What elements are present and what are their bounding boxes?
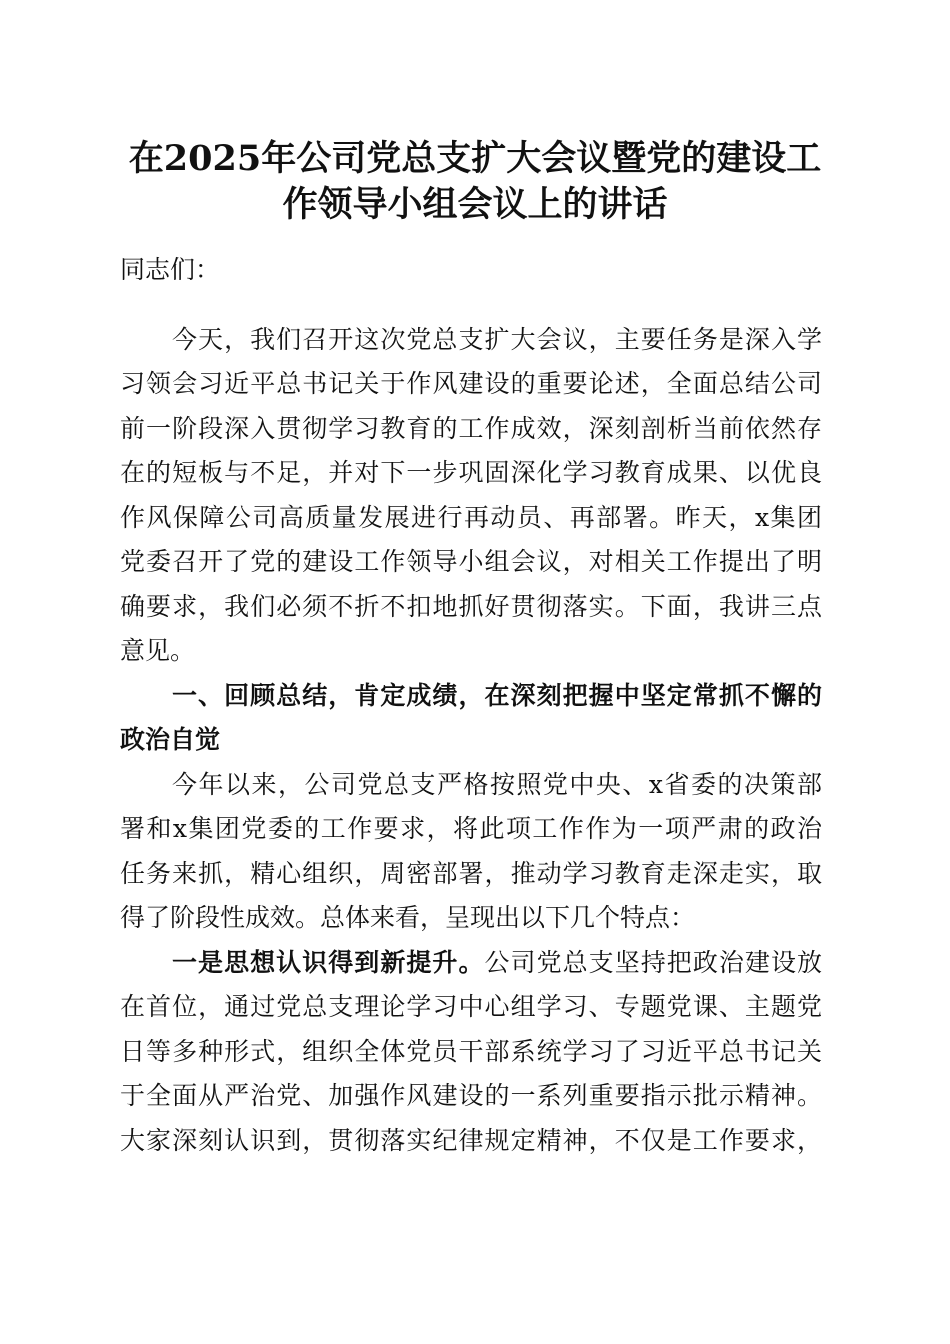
document-body xyxy=(120,248,822,1163)
title-line: 在2025年公司党总支扩大会议暨党的建设工 xyxy=(128,138,822,179)
paragraph-overview xyxy=(120,763,822,941)
text-line: 在的短板与不足，并对下一步巩固深化学习教育成果、以优良 xyxy=(120,458,822,487)
heading-line: 政治自觉 xyxy=(120,725,221,754)
text-line: 今天，我们召开这次党总支扩大会议，主要任务是深入学 xyxy=(172,324,822,354)
text-line: 作风保障公司高质量发展进行再动员、再部署。昨天，x集团 xyxy=(120,502,822,532)
text-line: 确要求，我们必须不折不扣地抓好贯彻落实。下面，我讲三点 xyxy=(120,591,822,621)
text-line: 今年以来，公司党总支严格按照党中央、x省委的决策部 xyxy=(172,769,822,799)
text-line: 在首位，通过党总支理论学习中心组学习、专题党课、主题党 xyxy=(120,992,822,1021)
text-line: 前一阶段深入贯彻学习教育的工作成效，深刻剖析当前依然存 xyxy=(120,413,822,443)
text-line: 党委召开了党的建设工作领导小组会议，对相关工作提出了明 xyxy=(120,547,822,576)
point-lead: 一是思想认识得到新提升。 xyxy=(172,947,485,977)
text-line: 大家深刻认识到，贯彻落实纪律规定精神，不仅是工作要求， xyxy=(120,1125,822,1155)
document-title xyxy=(0,136,950,228)
text-line: 得了阶段性成效。总体来看，呈现出以下几个特点： xyxy=(120,903,696,932)
title-line: 作领导小组会议上的讲话 xyxy=(282,184,668,225)
text-line xyxy=(120,941,822,986)
text-line: 于全面从严治党、加强作风建设的一系列重要指示批示精神。 xyxy=(120,1081,822,1110)
text-line: 习领会习近平总书记关于作风建设的重要论述，全面总结公司 xyxy=(120,369,822,398)
heading-line: 一、回顾总结，肯定成绩，在深刻把握中坚定常抓不懈的 xyxy=(172,680,822,710)
paragraph-point-one xyxy=(120,941,822,1164)
paragraph-intro xyxy=(120,318,822,674)
text-line: 署和x集团党委的工作要求，将此项工作作为一项严肃的政治 xyxy=(120,814,822,843)
text-line: 意见。 xyxy=(120,636,196,665)
text-line: 日等多种形式，组织全体党员干部系统学习了习近平总书记关 xyxy=(120,1036,822,1066)
text-line: 任务来抓，精心组织，周密部署，推动学习教育走深走实，取 xyxy=(120,858,822,888)
text-span: 公司党总支坚持把政治建设放 xyxy=(484,947,822,977)
salutation: 同志们： xyxy=(120,255,221,284)
section-heading xyxy=(120,674,822,763)
